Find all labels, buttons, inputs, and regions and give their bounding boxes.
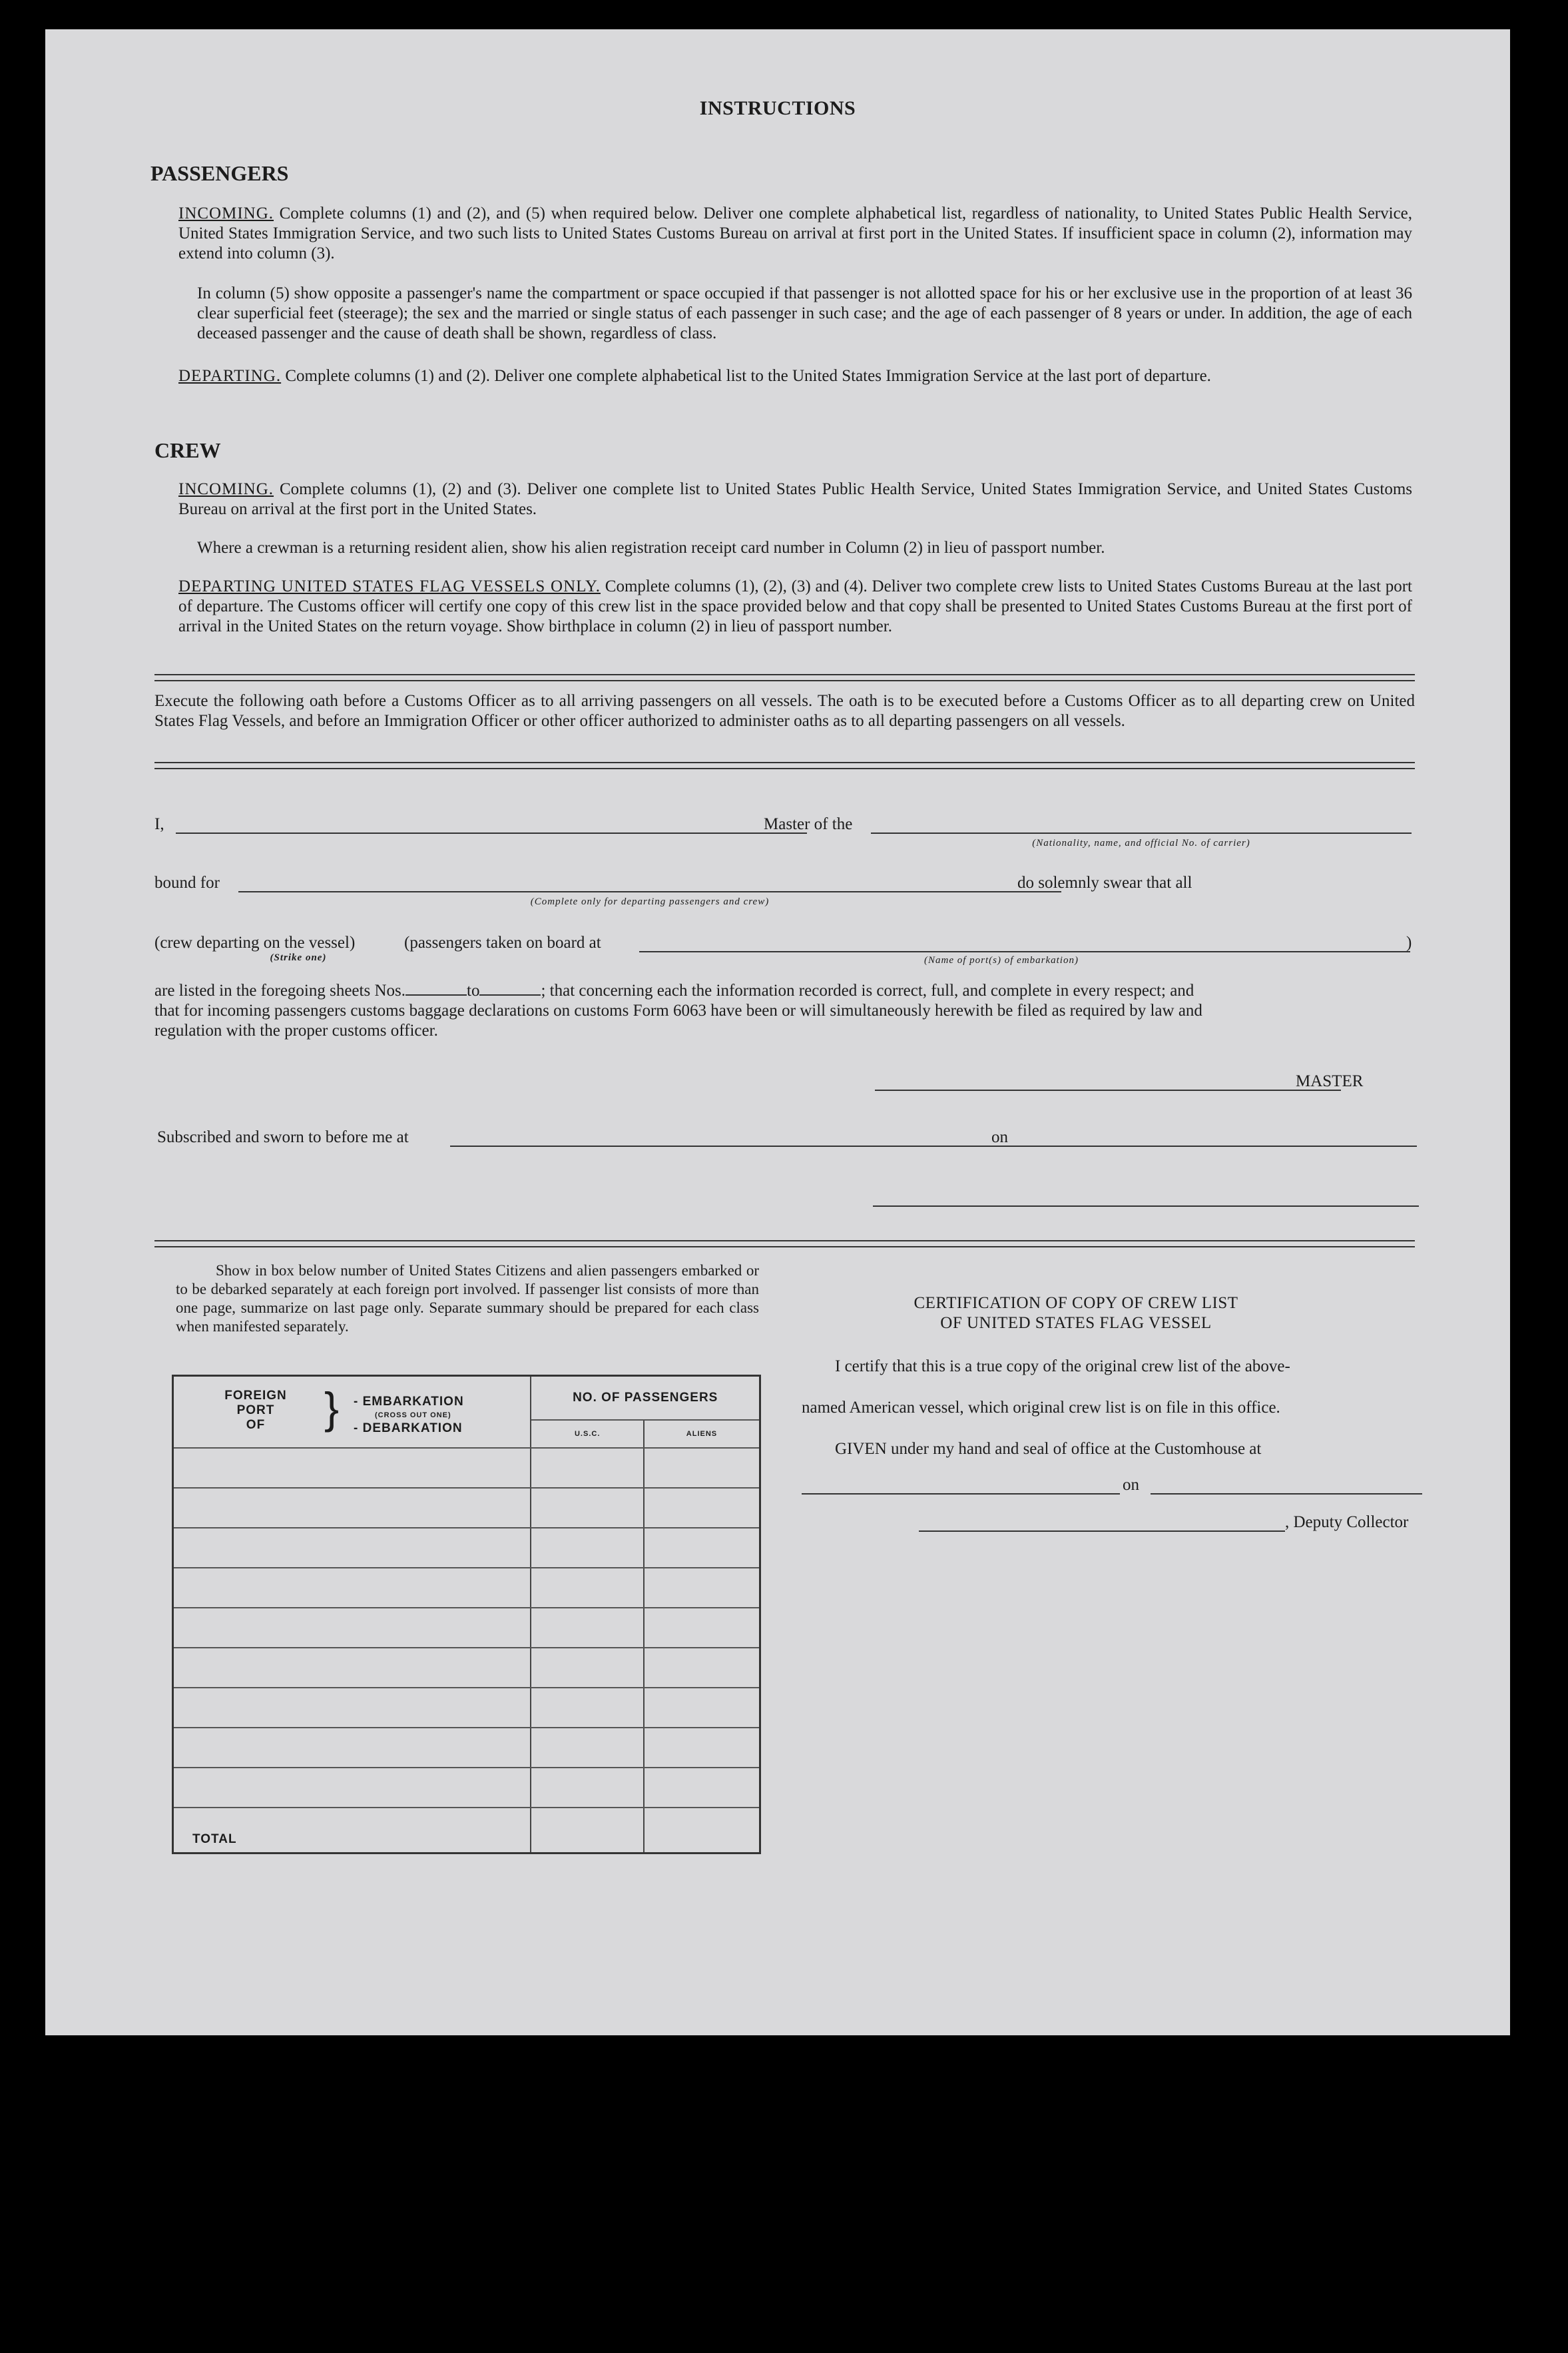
total-label: TOTAL <box>173 1808 531 1853</box>
listed-pre-text <box>154 982 1194 1000</box>
of-label: OF <box>246 1418 266 1432</box>
document-page <box>45 29 1510 2035</box>
port-cell[interactable] <box>173 1608 531 1648</box>
passengers-incoming-paragraph <box>178 204 1412 264</box>
sheets-to-label: to <box>467 982 480 1000</box>
carrier-field[interactable] <box>871 833 1412 834</box>
aliens-cell[interactable] <box>644 1528 760 1568</box>
table-header-row <box>173 1376 760 1421</box>
certification-on-label: on <box>1123 1476 1139 1494</box>
aliens-cell[interactable] <box>644 1648 760 1688</box>
table-row <box>173 1568 760 1608</box>
table-row <box>173 1728 760 1768</box>
usc-cell[interactable] <box>531 1768 644 1808</box>
passenger-summary-table <box>172 1375 761 1854</box>
no-passengers-header: NO. OF PASSENGERS <box>531 1376 760 1421</box>
listed-line2: that for incoming passengers customs baggage declarations on customs Form 6063 have been or will simultaneously herewith be filed as required by law and <box>154 1002 1202 1020</box>
aliens-cell[interactable] <box>644 1768 760 1808</box>
certification-date-field[interactable] <box>1151 1493 1422 1495</box>
bound-for-label: bound for <box>154 874 220 892</box>
embarkation-option[interactable]: - EMBARKATION <box>354 1395 464 1409</box>
passengers-departing-lead: DEPARTING. <box>178 367 282 385</box>
cross-out-note: (CROSS OUT ONE) <box>375 1411 451 1419</box>
oath-i-label: I, <box>154 815 164 833</box>
port-label: PORT <box>236 1403 275 1417</box>
usc-cell[interactable] <box>531 1448 644 1488</box>
listed-line3: regulation with the proper customs officer. <box>154 1022 438 1040</box>
officer-signature-field[interactable] <box>873 1205 1419 1207</box>
listed-post-text: ; that concerning each the information recorded is correct, full, and complete in every respect; and <box>541 982 1194 1000</box>
crew-departing-lead: DEPARTING UNITED STATES FLAG VESSELS ONLY. <box>178 577 601 595</box>
usc-cell[interactable] <box>531 1608 644 1648</box>
passengers-taken-option[interactable]: (passengers taken on board at <box>404 934 601 952</box>
table-row <box>173 1528 760 1568</box>
sheet-from-field[interactable] <box>405 994 467 996</box>
usc-cell[interactable] <box>531 1688 644 1728</box>
table-total-row <box>173 1808 760 1853</box>
port-cell[interactable] <box>173 1648 531 1688</box>
aliens-cell[interactable] <box>644 1488 760 1528</box>
oath-divider <box>154 762 1415 769</box>
crew-incoming-paragraph <box>178 480 1412 519</box>
usc-header: U.S.C. <box>531 1420 644 1448</box>
crew-crewman-paragraph: Where a crewman is a returning resident alien, show his alien registration receipt card number in Column (2) in lieu of passport number. <box>197 539 1105 557</box>
summary-divider <box>154 1240 1415 1247</box>
master-of-the-label: Master of the <box>764 815 853 833</box>
table-row <box>173 1688 760 1728</box>
port-cell[interactable] <box>173 1768 531 1808</box>
master-name-field[interactable] <box>176 833 807 834</box>
customhouse-field[interactable] <box>802 1493 1120 1495</box>
usc-cell[interactable] <box>531 1568 644 1608</box>
crew-heading: CREW <box>154 438 221 462</box>
certification-heading-line2: OF UNITED STATES FLAG VESSEL <box>940 1314 1212 1332</box>
deputy-signature-field[interactable] <box>919 1530 1285 1532</box>
certification-heading <box>823 1293 1329 1333</box>
certification-heading-line1: CERTIFICATION OF COPY OF CREW LIST <box>914 1294 1238 1312</box>
table-row <box>173 1488 760 1528</box>
total-aliens-cell[interactable] <box>644 1808 760 1853</box>
passengers-departing-text: Complete columns (1) and (2). Deliver one complete alphabetical list to the United States Immigration Service at the last port of departure. <box>285 367 1211 385</box>
usc-cell[interactable] <box>531 1528 644 1568</box>
usc-cell[interactable] <box>531 1488 644 1528</box>
crew-incoming-text: Complete columns (1), (2) and (3). Deliver one complete list to United States Public Health Service, United States Immigration Service, and United States Customs Bureau on arrival at the first port in the United States. <box>178 480 1412 518</box>
sworn-on-label: on <box>991 1128 1008 1146</box>
carrier-caption: (Nationality, name, and official No. of carrier) <box>1032 838 1250 848</box>
master-signature-field[interactable] <box>875 1090 1341 1091</box>
deputy-collector-label: , Deputy Collector <box>1285 1513 1409 1531</box>
port-cell[interactable] <box>173 1568 531 1608</box>
oath-instruction: Execute the following oath before a Customs Officer as to all arriving passengers on all vessels. The oath is to be executed before a Customs Officer as to all departing crew on United States Flag Vessels, and before an Immigration Officer or other officer authorized to administer oaths as to all departing passengers on all vessels. <box>154 692 1415 730</box>
table-row <box>173 1648 760 1688</box>
certification-line3: GIVEN under my hand and seal of office at the Customhouse at <box>835 1440 1262 1458</box>
embarkation-port-caption: (Name of port(s) of embarkation) <box>924 955 1079 966</box>
crew-departing-paragraph <box>178 577 1412 637</box>
table-row <box>173 1448 760 1488</box>
certification-line1: I certify that this is a true copy of the original crew list of the above- <box>835 1357 1290 1375</box>
aliens-cell[interactable] <box>644 1608 760 1648</box>
aliens-cell[interactable] <box>644 1728 760 1768</box>
page-title: INSTRUCTIONS <box>699 97 856 119</box>
brace-glyph: } <box>324 1383 340 1433</box>
passengers-incoming-text: Complete columns (1) and (2), and (5) when required below. Deliver one complete alphabetical list, regardless of nationality, to United States Public Health Service, United States Immigration Service, and two such lists to United States Customs Bureau on arrival at first port in the United States. If insufficient space in column (2), information may extend into column (3). <box>178 204 1413 262</box>
passengers-column5-paragraph: In column (5) show opposite a passenger's name the compartment or space occupied if that passenger is not allotted space for his or her exclusive use in the proportion of at least 36 clear superficial feet (steerage); the sex and the married or single status of each passenger in such case; and the age of each passenger of 8 years or under. In addition, the age of each deceased passenger and the cause of death shall be shown, regardless of class. <box>197 284 1412 342</box>
crew-departing-text: Complete columns (1), (2), (3) and (4). Deliver two complete crew lists to United States Customs Bureau at the last port of departure. The Customs officer will certify one copy of this crew list in the space provided below and that copy shall be presented to United States Customs Bureau at the first port of arrival in the United States on the return voyage. Show birthplace in column (2) in lieu of passport number. <box>178 577 1413 635</box>
usc-cell[interactable] <box>531 1648 644 1688</box>
passengers-heading: PASSENGERS <box>150 161 289 185</box>
crew-incoming-lead: INCOMING. <box>178 480 274 498</box>
aliens-cell[interactable] <box>644 1688 760 1728</box>
port-cell[interactable] <box>173 1688 531 1728</box>
port-cell[interactable] <box>173 1488 531 1528</box>
debarkation-option[interactable]: - DEBARKATION <box>354 1421 463 1435</box>
solemnly-swear-label: do solemnly swear that all <box>1017 874 1192 892</box>
foreign-port-header <box>173 1376 531 1449</box>
summary-note: Show in box below number of United States Citizens and alien passengers embarked or to be debarked separately at each foreign port involved. If passenger list consists of more than one page, summarize on last page only. Separate summary should be prepared for each class when manifested separately. <box>176 1262 759 1335</box>
table-row <box>173 1608 760 1648</box>
certification-line2: named American vessel, which original crew list is on file in this office. <box>802 1399 1280 1417</box>
close-paren: ) <box>1406 934 1412 952</box>
port-cell[interactable] <box>173 1728 531 1768</box>
crew-departing-option[interactable]: (crew departing on the vessel) <box>154 934 356 952</box>
port-cell[interactable] <box>173 1528 531 1568</box>
table-row <box>173 1768 760 1808</box>
bound-for-caption: (Complete only for departing passengers and crew) <box>530 896 770 907</box>
sworn-date-field[interactable] <box>1017 1146 1417 1147</box>
passengers-departing-paragraph <box>178 366 1412 386</box>
usc-cell[interactable] <box>531 1728 644 1768</box>
total-usc-cell[interactable] <box>531 1808 644 1853</box>
aliens-cell[interactable] <box>644 1568 760 1608</box>
bound-for-field[interactable] <box>238 891 1061 892</box>
embarkation-port-field[interactable] <box>639 951 1410 952</box>
section-divider <box>154 674 1415 681</box>
sheets-label: are listed in the foregoing sheets Nos. <box>154 982 405 1000</box>
strike-one-caption: (Strike one) <box>270 952 327 963</box>
port-cell[interactable] <box>173 1448 531 1488</box>
master-signature-label: MASTER <box>1296 1072 1364 1090</box>
foreign-label: FOREIGN <box>224 1389 287 1403</box>
sworn-place-field[interactable] <box>450 1146 1023 1147</box>
sheet-to-field[interactable] <box>479 994 541 996</box>
passengers-incoming-lead: INCOMING. <box>178 204 274 222</box>
aliens-header: ALIENS <box>644 1420 760 1448</box>
aliens-cell[interactable] <box>644 1448 760 1488</box>
subscribed-label: Subscribed and sworn to before me at <box>157 1128 409 1146</box>
